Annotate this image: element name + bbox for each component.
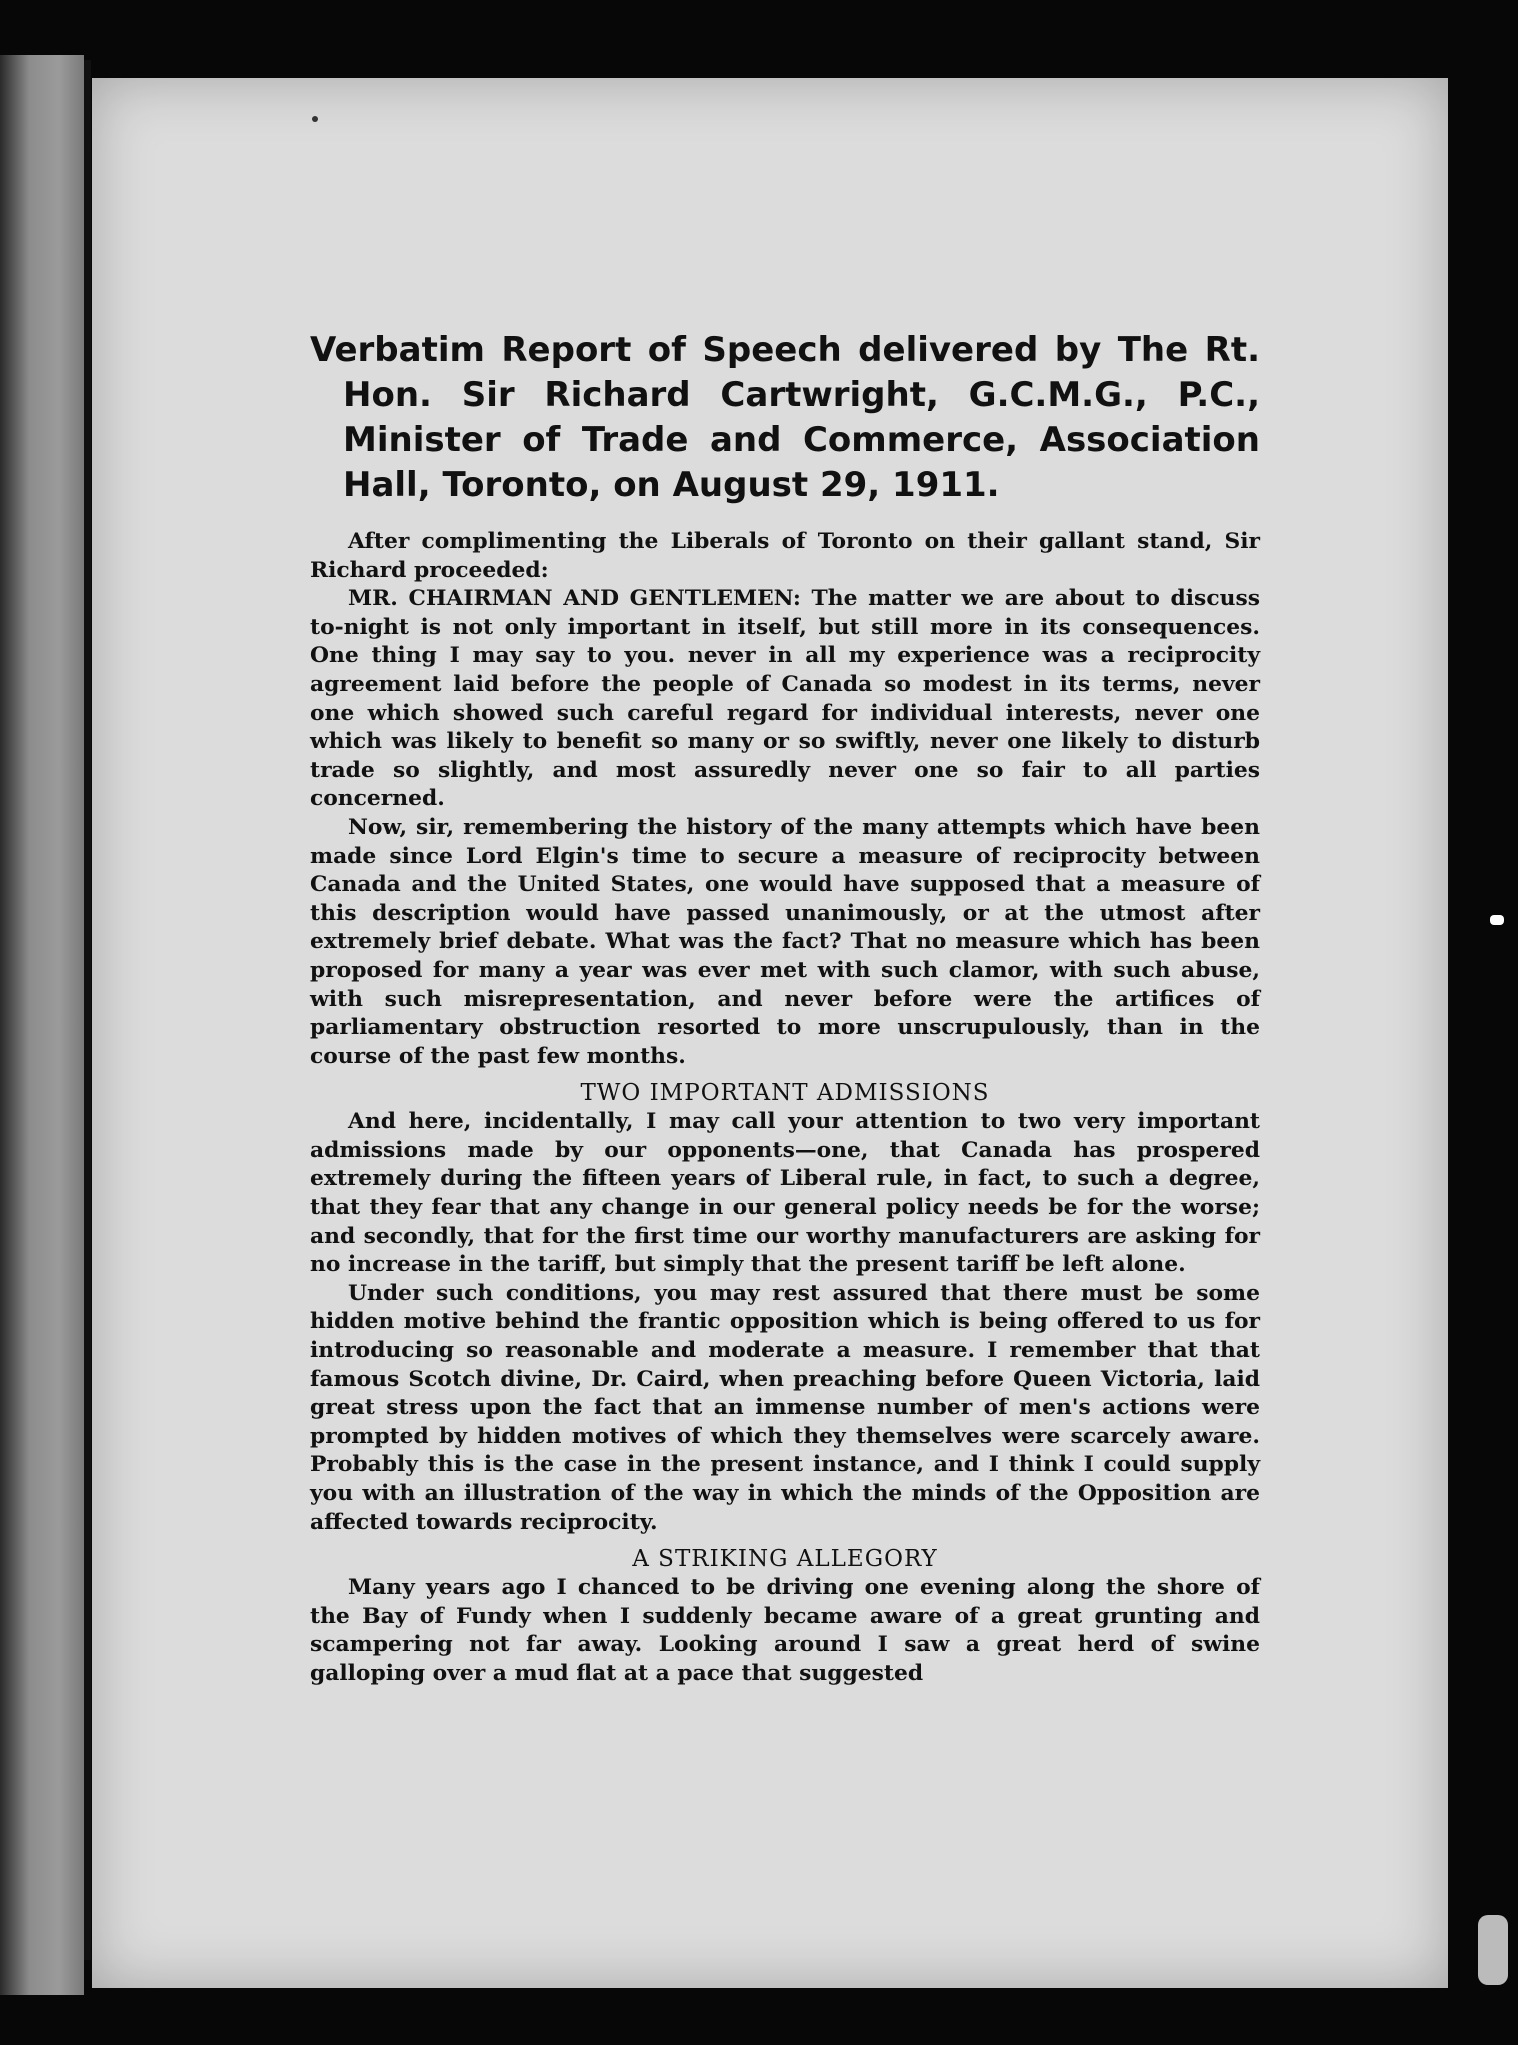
paragraph: MR. CHAIRMAN AND GENTLEMEN: The matter we are about to discuss to-night is not only important in itself, but still more in its consequences. One thing I may say to you. never in all my experience was a reciprocity agreement laid before the people of Canada so modest in its terms, never one which showed such careful regard for individual interests, never one which was likely to benefit so many or so swiftly, never one likely to disturb trade so slightly, and most assuredly never one so fair to all parties concerned. bbox=[310, 586, 1260, 812]
speck bbox=[312, 116, 318, 122]
scan-artifact bbox=[1478, 1915, 1508, 1985]
document-page bbox=[92, 78, 1448, 1988]
document-title: Verbatim Report of Speech delivered by The Rt. Hon. Sir Richard Cartwright, G.C.M.G., P.C., Minister of Trade and Commerce, Association Hall, Toronto, on August 29, 1911. bbox=[310, 330, 1260, 505]
adjacent-page-edge bbox=[0, 55, 84, 1995]
paragraph: And here, incidentally, I may call your attention to two very important admissions made by our opponents—one, that Canada has prospered extremely during the fifteen years of Liberal rule, in fact, to such a degree, that they fear that any change in our general policy needs be for the worse; and secondly, that for the first time our worthy manufacturers are asking for no increase in the tariff, but simply that the present tariff be left alone. bbox=[310, 1109, 1260, 1278]
paragraph: Many years ago I chanced to be driving one evening along the shore of the Bay of Fundy when I suddenly became aware of a great grunting and scampering not far away. Looking around I saw a great herd of swine galloping over a mud flat at a pace that suggested bbox=[310, 1575, 1260, 1686]
paragraph: After complimenting the Liberals of Toronto on their gallant stand, Sir Richard proceeded: bbox=[310, 529, 1260, 583]
page-spine-shadow bbox=[84, 60, 91, 1960]
section-heading: A STRIKING ALLEGORY bbox=[632, 1546, 938, 1573]
document-body bbox=[310, 328, 1260, 1689]
paragraph: Now, sir, remembering the history of the many attempts which have been made since Lord Elgin's time to secure a measure of reciprocity between Canada and the United States, one would have supposed that a measure of this description would have passed unanimously, or at the utmost after extremely brief debate. What was the fact? That no measure which has been proposed for many a year was ever met with such clamor, with such abuse, with such misrepresentation, and never before were the artifices of parliamentary obstruction resorted to more unscrupulously, than in the course of the past few months. bbox=[310, 814, 1260, 1069]
paragraph: Under such conditions, you may rest assured that there must be some hidden motive behind the frantic opposition which is being offered to us for introducing so reasonable and moderate a measure. I remember that that famous Scotch divine, Dr. Caird, when preaching before Queen Victoria, laid great stress upon the fact that an immense number of men's actions were prompted by hidden motives of which they themselves were scarcely aware. Probably this is the case in the present instance, and I think I could supply you with an illustration of the way in which the minds of the Opposition are affected towards reciprocity. bbox=[310, 1280, 1260, 1535]
scan-artifact bbox=[1490, 915, 1504, 925]
section-heading: TWO IMPORTANT ADMISSIONS bbox=[580, 1080, 990, 1107]
